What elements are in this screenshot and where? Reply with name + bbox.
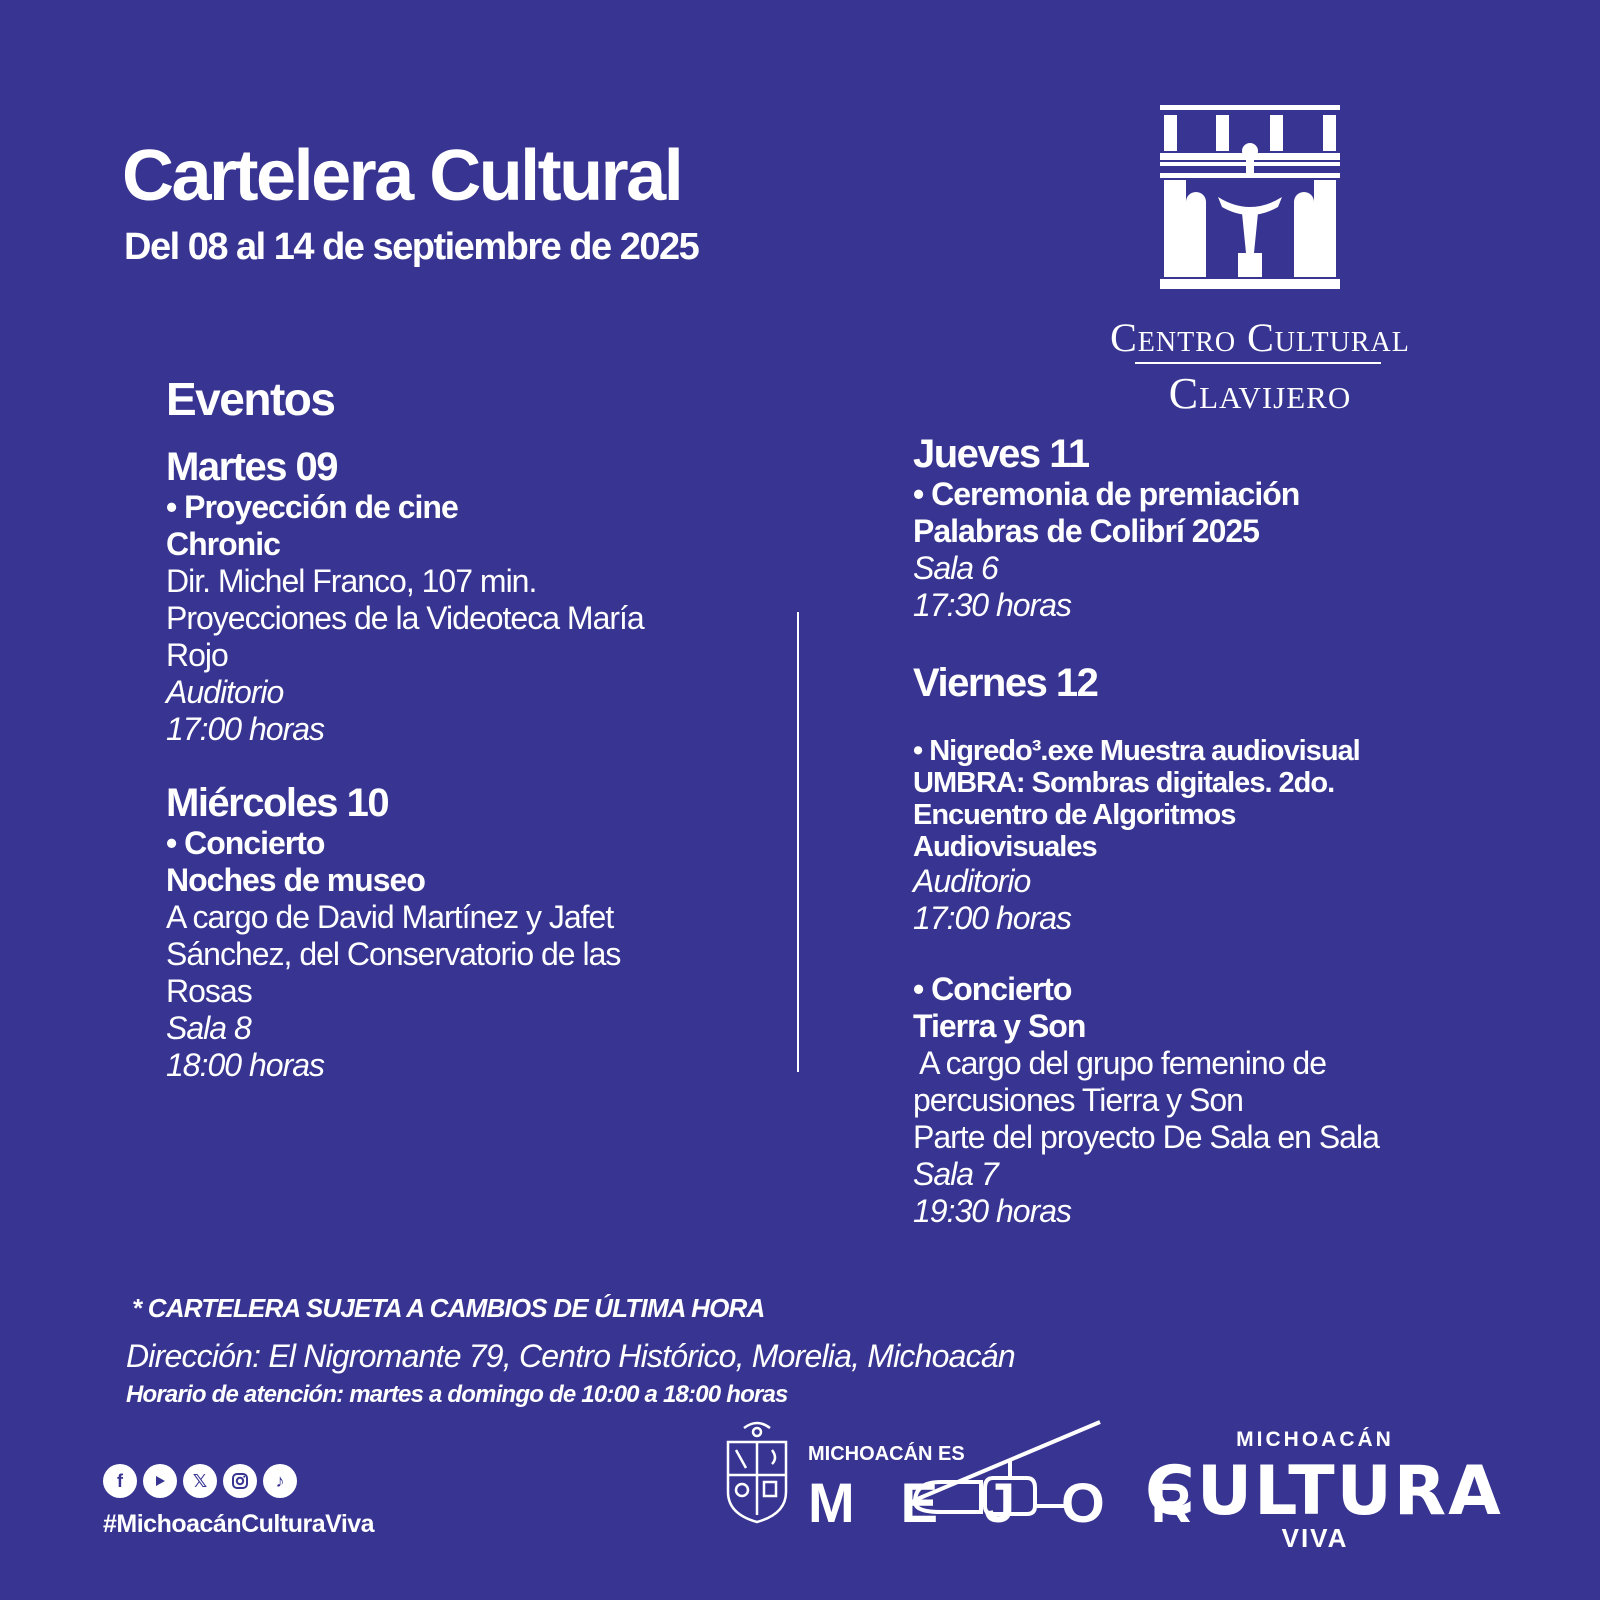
- logo-line-2: Clavijero: [1168, 369, 1352, 418]
- events-left-column: [166, 446, 746, 1084]
- facebook-icon[interactable]: f: [103, 1464, 137, 1498]
- day-heading: Jueves 11: [913, 432, 1089, 476]
- event-place: Sala 6: [913, 550, 998, 586]
- event-name: Chronic: [166, 526, 280, 562]
- event-type: • Concierto: [166, 825, 325, 861]
- event-desc: Proyecciones de la Videoteca María: [166, 600, 644, 636]
- address: Dirección: El Nigromante 79, Centro Histórico, Morelia, Michoacán: [126, 1338, 1015, 1374]
- event-title-line: Encuentro de Algoritmos: [913, 799, 1236, 831]
- event-desc: Rojo: [166, 637, 228, 673]
- date-range: Del 08 al 14 de septiembre de 2025: [124, 226, 699, 268]
- event-martes: [166, 446, 746, 748]
- event-time: 19:30 horas: [913, 1193, 1072, 1229]
- event-name: Noches de museo: [166, 862, 425, 898]
- event-jueves: [913, 433, 1533, 624]
- event-title-line: • Nigredo³.exe Muestra audiovisual: [913, 735, 1360, 767]
- event-desc: A cargo de David Martínez y Jafet: [166, 899, 614, 935]
- column-divider: [797, 612, 799, 1072]
- event-desc: Sánchez, del Conservatorio de las: [166, 936, 621, 972]
- cable-car-icon: [905, 1420, 1105, 1530]
- day-heading: Viernes 12: [913, 661, 1098, 705]
- logo-line-1: Centro Cultural: [1110, 315, 1410, 360]
- michoacan-es-label: MICHOACÁN ES: [808, 1443, 965, 1465]
- viva-label: VIVA: [1281, 1523, 1349, 1553]
- social-icons: [103, 1464, 297, 1498]
- day-heading: Miércoles 10: [166, 781, 389, 825]
- event-desc: percusiones Tierra y Son: [913, 1082, 1243, 1118]
- instagram-icon[interactable]: [223, 1464, 257, 1498]
- event-desc: Rosas: [166, 973, 252, 1009]
- event-desc: Parte del proyecto De Sala en Sala: [913, 1119, 1379, 1155]
- x-icon[interactable]: 𝕏: [183, 1464, 217, 1498]
- event-place: Sala 7: [913, 1156, 998, 1192]
- event-time: 17:00 horas: [913, 900, 1072, 936]
- cultura-label: CULTURA: [1145, 1452, 1503, 1531]
- event-title-line: Audiovisuales: [913, 831, 1097, 863]
- event-viernes: [913, 662, 1533, 1230]
- events-right-column: [913, 433, 1533, 1230]
- day-heading: Martes 09: [166, 445, 338, 489]
- event-time: 17:30 horas: [913, 587, 1072, 623]
- event-name: Tierra y Son: [913, 1008, 1086, 1044]
- event-desc: A cargo del grupo femenino de: [913, 1045, 1326, 1081]
- opening-hours: Horario de atención: martes a domingo de 10:00 a 18:00 horas: [126, 1381, 788, 1408]
- event-type: • Concierto: [913, 971, 1072, 1007]
- page-title: Cartelera Cultural: [122, 136, 682, 216]
- clavijero-building-logo: [1160, 105, 1360, 305]
- event-type: • Ceremonia de premiación: [913, 476, 1300, 512]
- event-miercoles: [166, 782, 746, 1084]
- mejor-label: MEJOR: [808, 1471, 1238, 1534]
- event-desc: Dir. Michel Franco, 107 min.: [166, 563, 537, 599]
- event-type: • Proyección de cine: [166, 489, 458, 525]
- logo-divider: [1135, 362, 1381, 364]
- youtube-icon[interactable]: [143, 1464, 177, 1498]
- tiktok-icon[interactable]: ♪: [263, 1464, 297, 1498]
- event-title-line: UMBRA: Sombras digitales. 2do.: [913, 767, 1335, 799]
- section-title: Eventos: [166, 373, 335, 425]
- event-time: 18:00 horas: [166, 1047, 325, 1083]
- hashtag: #MichoacánCulturaViva: [103, 1510, 375, 1538]
- michoacan-label: MICHOACÁN: [1236, 1428, 1394, 1451]
- state-coat-of-arms-icon: [722, 1420, 792, 1530]
- schedule-notice: * CARTELERA SUJETA A CAMBIOS DE ÚLTIMA HORA: [132, 1293, 765, 1323]
- event-time: 17:00 horas: [166, 711, 325, 747]
- event-place: Auditorio: [166, 674, 284, 710]
- event-place: Sala 8: [166, 1010, 251, 1046]
- event-place: Auditorio: [913, 863, 1031, 899]
- event-name: Palabras de Colibrí 2025: [913, 513, 1259, 549]
